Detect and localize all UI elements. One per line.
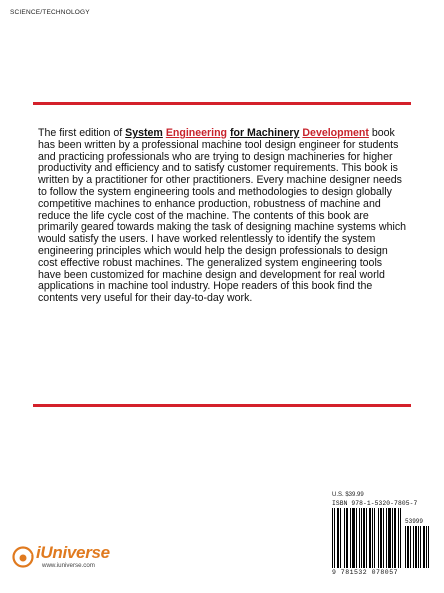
publisher-url: www.iuniverse.com: [42, 562, 95, 569]
title-word-development: Development: [302, 127, 369, 139]
addon-number: 53999: [405, 518, 424, 525]
barcode-bar: [401, 508, 402, 568]
title-word-for-machinery: for Machinery: [229, 127, 300, 139]
price-label: U.S. $39.99: [332, 492, 364, 498]
iuniverse-swirl-icon: [12, 546, 34, 568]
title-word-engineering: Engineering: [165, 127, 228, 139]
title-word-system: System: [125, 127, 163, 139]
ean-barcode: [332, 508, 402, 568]
publisher-name: iUniverse: [36, 543, 110, 562]
blurb-body: book has been written by a professional machine tool design engineer for students and practicing professionals who are trying to design machineries for higher productivity and efficiency and to satisfy customer requirements. This book is written by a practitioner for other practitioners. Every machine designer needs to follow the system engineering tools and methodologies to design globally competitive machines to enhance production, robustness of machine and reduce the life cycle cost of the machine. The contents of this book are primarily geared towards making the task of designing machine systems which would satisfy the users. I have worked relentlessly to identify the system engineering principles which would help the design professionals to design cost effective robust machines. The generalized system engineering tools have been customized for machine design and development for real world applications in machine tool industry. Hope readers of this book find the contents very useful for their day-to-day work.: [38, 127, 407, 305]
barcode-digits: 9 781532 078057: [332, 569, 399, 576]
addon-barcode: [405, 518, 429, 568]
publisher-logo: [12, 544, 110, 569]
back-cover-blurb: [38, 128, 406, 305]
top-red-rule: [33, 102, 411, 105]
barcode-bar: [428, 526, 429, 568]
category-label: SCIENCE/TECHNOLOGY: [10, 9, 90, 16]
isbn-text: ISBN 978-1-5320-7805-7: [332, 500, 418, 507]
bottom-red-rule: [33, 404, 411, 407]
blurb-intro: The first edition of: [38, 127, 126, 139]
addon-bars: [405, 526, 429, 568]
barcode-area: [332, 500, 432, 576]
